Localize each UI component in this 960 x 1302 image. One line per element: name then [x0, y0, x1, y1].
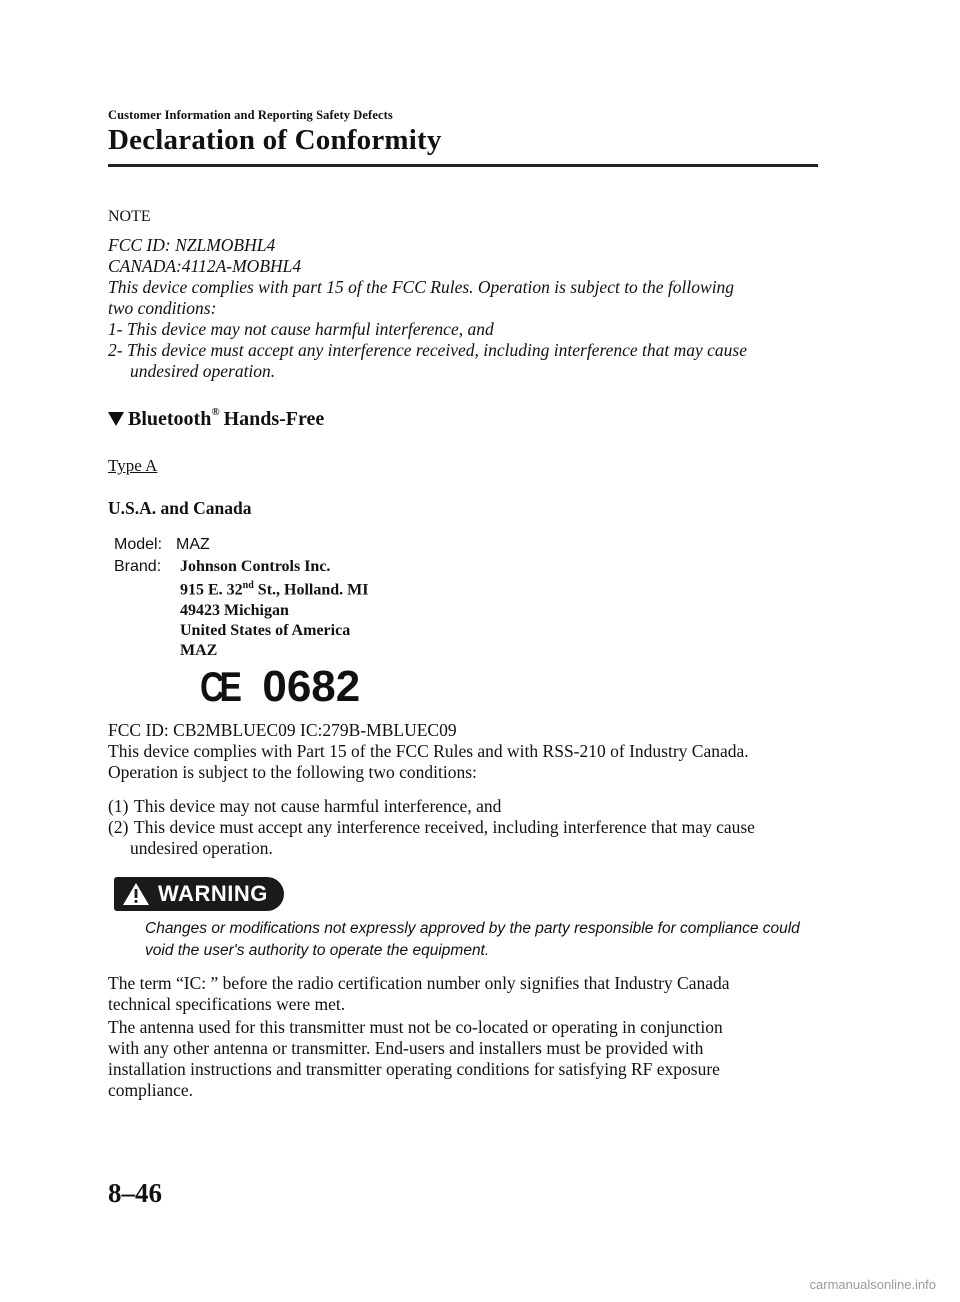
- fcc-ids: FCC ID: CB2MBLUEC09 IC:279B-MBLUEC09: [108, 720, 457, 740]
- note-text-line: two conditions:: [108, 298, 217, 318]
- antenna-text-line: with any other antenna or transmitter. End-users and installers must be provided with: [108, 1038, 704, 1058]
- antenna-text-line: installation instructions and transmitter operating conditions for satisfying RF exposure: [108, 1059, 720, 1079]
- bluetooth-name: Bluetooth: [128, 408, 212, 430]
- brand-line: MAZ: [180, 642, 218, 659]
- bluetooth-suffix: Hands-Free: [223, 408, 325, 430]
- note-heading: NOTE: [108, 208, 151, 225]
- warning-badge: [114, 877, 284, 911]
- antenna-text-line: compliance.: [108, 1080, 194, 1100]
- brand-address: [180, 580, 368, 599]
- condition-text-cont: undesired operation.: [130, 838, 273, 858]
- triangle-down-icon: [108, 412, 124, 426]
- note-fcc-id: FCC ID: NZLMOBHL4: [108, 235, 276, 255]
- brand-address-post: St., Holland. MI: [253, 581, 369, 599]
- brand-line: United States of America: [180, 622, 351, 639]
- condition-number: (2): [108, 817, 129, 837]
- model-value: MAZ: [176, 536, 210, 553]
- condition-number: (1): [108, 796, 129, 816]
- region-heading: U.S.A. and Canada: [108, 498, 252, 518]
- warning-label: WARNING: [158, 881, 268, 906]
- registered-mark: ®: [211, 406, 220, 418]
- product-label-image: [108, 532, 388, 712]
- section-label: Customer Information and Reporting Safety Defects: [108, 108, 393, 122]
- fcc-text-line: This device complies with Part 15 of the FCC Rules and with RSS-210 of Industry Canada.: [108, 741, 749, 761]
- condition-text: This device may not cause harmful interference, and: [134, 796, 502, 816]
- ce-number: 0682: [262, 662, 361, 711]
- warning-triangle-icon: [122, 882, 150, 906]
- note-condition-1: 1- This device may not cause harmful interference, and: [108, 319, 494, 339]
- brand-key: Brand:: [114, 558, 162, 575]
- fcc-text-line: Operation is subject to the following two conditions:: [108, 762, 477, 782]
- title-divider: [108, 164, 818, 167]
- condition-text: This device must accept any interference received, including interference that may cause: [134, 817, 755, 837]
- brand-line: 49423 Michigan: [180, 602, 289, 619]
- note-condition-2: 2- This device must accept any interference received, including interference that may cause: [108, 340, 748, 360]
- ic-text-line: technical specifications were met.: [108, 994, 346, 1014]
- page-title: Declaration of Conformity: [108, 124, 442, 156]
- ce-mark-icon: CE: [200, 663, 238, 710]
- model-key: Model:: [114, 536, 163, 553]
- brand-address-sup: nd: [242, 580, 254, 591]
- type-label: Type A: [108, 456, 158, 475]
- brand-address-pre: 915 E. 32: [180, 581, 243, 599]
- watermark: carmanualsonline.info: [809, 1277, 936, 1292]
- note-condition-2-cont: undesired operation.: [130, 361, 276, 381]
- ic-text-line: The term “IC: ” before the radio certification number only signifies that Industry Canada: [108, 973, 730, 993]
- antenna-text-line: The antenna used for this transmitter must not be co-located or operating in conjunction: [108, 1017, 723, 1037]
- brand-line: Johnson Controls Inc.: [180, 558, 331, 575]
- warning-text: Changes or modifications not expressly approved by the party responsible for compliance could void the user's authority to operate the equipment.: [145, 920, 800, 959]
- note-text-line: This device complies with part 15 of the FCC Rules. Operation is subject to the following: [108, 277, 735, 297]
- ce-marking: [200, 662, 360, 712]
- bluetooth-heading: [108, 408, 324, 431]
- page-number: 8–46: [108, 1178, 162, 1208]
- note-canada-id: CANADA:4112A-MOBHL4: [108, 256, 302, 276]
